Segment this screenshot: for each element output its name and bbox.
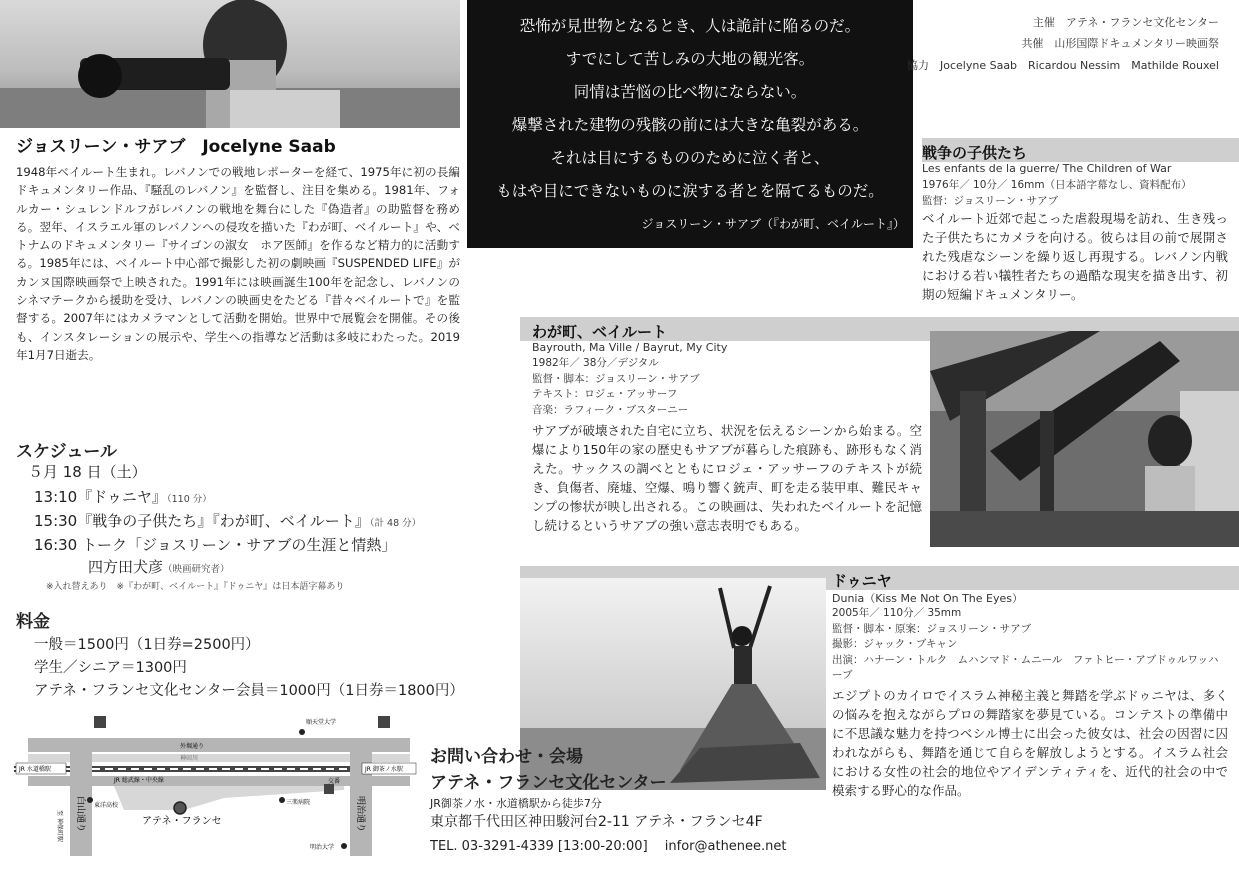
film-title: わが町、ベイルート <box>532 323 668 341</box>
fee-row: 学生／シニア＝1300円 <box>34 660 187 676</box>
film-description: エジプトのカイロでイスラム神秘主義と舞踏を学ぶドゥニヤは、多くの悩みを抱えながらプロの舞踏家を夢見ている。コンテストの準備中に不思議な魅力を持つベシル博士に出会った彼女は、社会の因習に囚われながらも、舞踏を通じて自らを解放しようとする。イスラム社会における女性の社会的地位やアイデンティティを、近代的社会の中で模索する野心的な作品。 <box>832 688 1228 798</box>
map-label-koban: 交番 <box>328 778 341 785</box>
map-label-sobu-line: JR 総武線・中央線 <box>114 777 164 784</box>
schedule-note: （計 48 分） <box>369 518 422 529</box>
map-label-toyo: 東洋高校 <box>94 802 119 809</box>
schedule-heading: スケジュール <box>16 442 117 462</box>
schedule-title: トーク「ジョスリーン・サアブの生涯と情熱」 <box>82 536 397 554</box>
contact-heading: お問い合わせ・会場 <box>430 747 583 767</box>
speaker-note: （映画研究者） <box>163 564 230 575</box>
map-label-hakusan: 白山通り <box>75 796 85 833</box>
contact-org: アテネ・フランセ文化センター <box>430 773 667 793</box>
schedule-title: 『ドゥニヤ』 <box>77 488 167 506</box>
quote-line: もはや目にできないものに涙する者とを隔てるものだ。 <box>496 182 884 200</box>
fee-heading: 料金 <box>16 612 50 632</box>
schedule-speaker <box>88 556 230 577</box>
director-name: ジョスリーン・サアブ Jocelyne Saab <box>16 137 336 157</box>
film-description: サアブが破壊された自宅に立ち、状況を伝えるシーンから始まる。空爆により150年の家の歴史もサアブが暮らした痕跡も、跡形もなく消えた。サックスの調べとともにロジェ・アッサーフのテキストが続き、負傷者、廃墟、空爆、鳴り響く銃声、町を走る装甲車、難民キャンプの惨状が映し出される。この映画は、失われたベイルートを記憶し続けるというサアブの強い意志表明でもある。 <box>532 423 922 533</box>
director-bio: 1948年ベイルート生まれ。レバノンでの戦地レポーターを経て、1975年に初の長編ドキュメンタリー作品、『騒乱のレバノン』を監督し、注目を集める。1981年、フォルカー・シュレンドルフがレバノンの戦地を舞台にした『偽造者』の助監督を務める。翌年、イスラエル軍のレバノンへの侵攻を描いた『わが町、ベイルート』や、ベトナムのドキュメンタリー『サイゴンの淑女 ホア医師』を作るなど精力的に活動する。1985年には、ベイルート中心部で撮影した初の劇映画『SUSPENDED LIFE』がカンヌ国際映画祭で上映された。1991年には映画誕生100年を記念し、レバノンのシネマテークから援助を受け、レバノンの映画史をたどる『昔々ベイルートで』を監督する。2007年にはカメラマンとして活動を開始。世界中で展覧会を開催。その後も、インスタレーションの展示や、学生への指導など活動は多岐にわたった。2019年1月7日逝去。 <box>16 165 460 362</box>
quote-line: 同情は苦悩の比べ物にならない。 <box>573 83 807 101</box>
schedule-time: 13:10 <box>34 488 78 506</box>
map-label-kandagawa: 神田川 <box>180 755 199 762</box>
map-label-sotobori: 外堀通り <box>180 743 205 750</box>
fee-row: アテネ・フランセ文化センター会員＝1000円（1日券＝1800円） <box>34 683 464 699</box>
schedule-row <box>34 534 396 555</box>
schedule-note: （110 分） <box>166 494 212 505</box>
speaker-name: 四方田犬彦 <box>88 558 164 576</box>
film-subtitle: Les enfants de la guerre/ The Children of War <box>922 162 1172 175</box>
film-description: ベイルート近郊で起こった虐殺現場を訪れ、生き残った子供たちにカメラを向ける。彼らは目の前で展開された残虐なシーンを繰り返し再現する。レバノン内戦における若い犠牲者たちの過酷な現実を描き出す、初期の短編ドキュメンタリー。 <box>922 211 1228 302</box>
schedule-date: ５月 18 日（土） <box>28 463 147 481</box>
map-label-meiji-univ: 明治大学 <box>310 844 335 851</box>
map-label-jimbocho: 至 神保町駅 <box>56 810 63 842</box>
quote-line: すでにして苦しみの大地の観光客。 <box>565 50 815 68</box>
schedule-footnote: ※入れ替えあり ※『わが町、ベイルート』『ドゥニヤ』は日本語字幕あり <box>46 582 345 592</box>
film-meta: 2005年／ 110分／ 35mm 監督・脚本・原案：ジョスリーン・サアブ 撮影：ジャック・ブキャン 出演：ハナーン・トルク ムハンマド・ムニール ファトヒー・アブドゥルワッハーブ <box>832 607 1219 681</box>
film-meta: 1976年／ 10分／ 16mm（日本語字幕なし、資料配布） 監督：ジョスリーン・サアブ <box>922 179 1192 207</box>
film-meta: 1982年／ 38分／デジタル 監督・脚本：ジョスリーン・サアブ テキスト：ロジェ・アッサーフ 音楽：ラフィーク・ブスターニー <box>532 357 700 416</box>
schedule-row <box>34 486 212 507</box>
film-title: ドゥニヤ <box>832 572 892 590</box>
map-label-misaki: 三楽病院 <box>286 799 311 806</box>
film-subtitle: Bayrouth, Ma Ville / Bayrut, My City <box>532 341 728 354</box>
quote-block <box>467 0 913 248</box>
map-label-athenee: アテネ・フランセ <box>142 816 222 827</box>
map-label-ochanomizu: JR 御茶ノ水駅 <box>365 766 403 773</box>
schedule-title: 『戦争の子供たち』『わが町、ベイルート』 <box>77 512 370 530</box>
quote-line: それは目にするもののために泣く者と、 <box>550 149 830 167</box>
fee-row: 一般＝1500円（1日券=2500円） <box>34 637 260 653</box>
quote-signature: ジョスリーン・サアブ（『わが町、ベイルート』） <box>641 217 905 231</box>
schedule-time: 16:30 <box>34 536 78 554</box>
map-label-meiji: 明治通り <box>355 796 365 833</box>
film-title: 戦争の子供たち <box>922 144 1028 162</box>
contact-access: JR御茶ノ水・水道橋駅から徒歩7分 <box>430 797 602 810</box>
schedule-time: 15:30 <box>34 512 78 530</box>
quote-line: 爆撃された建物の残骸の前には大きな亀裂がある。 <box>511 116 869 134</box>
map-label-suidobashi: JR 水道橋駅 <box>19 766 51 773</box>
contact-address: 東京都千代田区神田駿河台2-11 アテネ・フランセ4F <box>430 814 763 830</box>
quote-line: 恐怖が見世物となるとき、人は詭計に陥るのだ。 <box>519 17 861 35</box>
organizer-host: 主催 アテネ・フランセ文化センター <box>1032 16 1219 29</box>
venue-map <box>14 714 424 856</box>
director-photo <box>0 0 460 128</box>
contact-tel: TEL. 03-3291-4339 [13:00-20:00] infor@athenee.net <box>430 839 787 854</box>
beirut-photo <box>930 331 1239 547</box>
organizer-cohost: 共催 山形国際ドキュメンタリー映画祭 <box>1021 37 1219 50</box>
film-subtitle: Dunia（Kiss Me Not On The Eyes） <box>832 592 1024 605</box>
organizer-cooperation: 協力 Jocelyne Saab Ricardou Nessim Mathilde Rouxel <box>907 59 1219 72</box>
schedule-row <box>34 510 421 531</box>
map-label-juntendo: 順天堂大学 <box>306 719 337 726</box>
